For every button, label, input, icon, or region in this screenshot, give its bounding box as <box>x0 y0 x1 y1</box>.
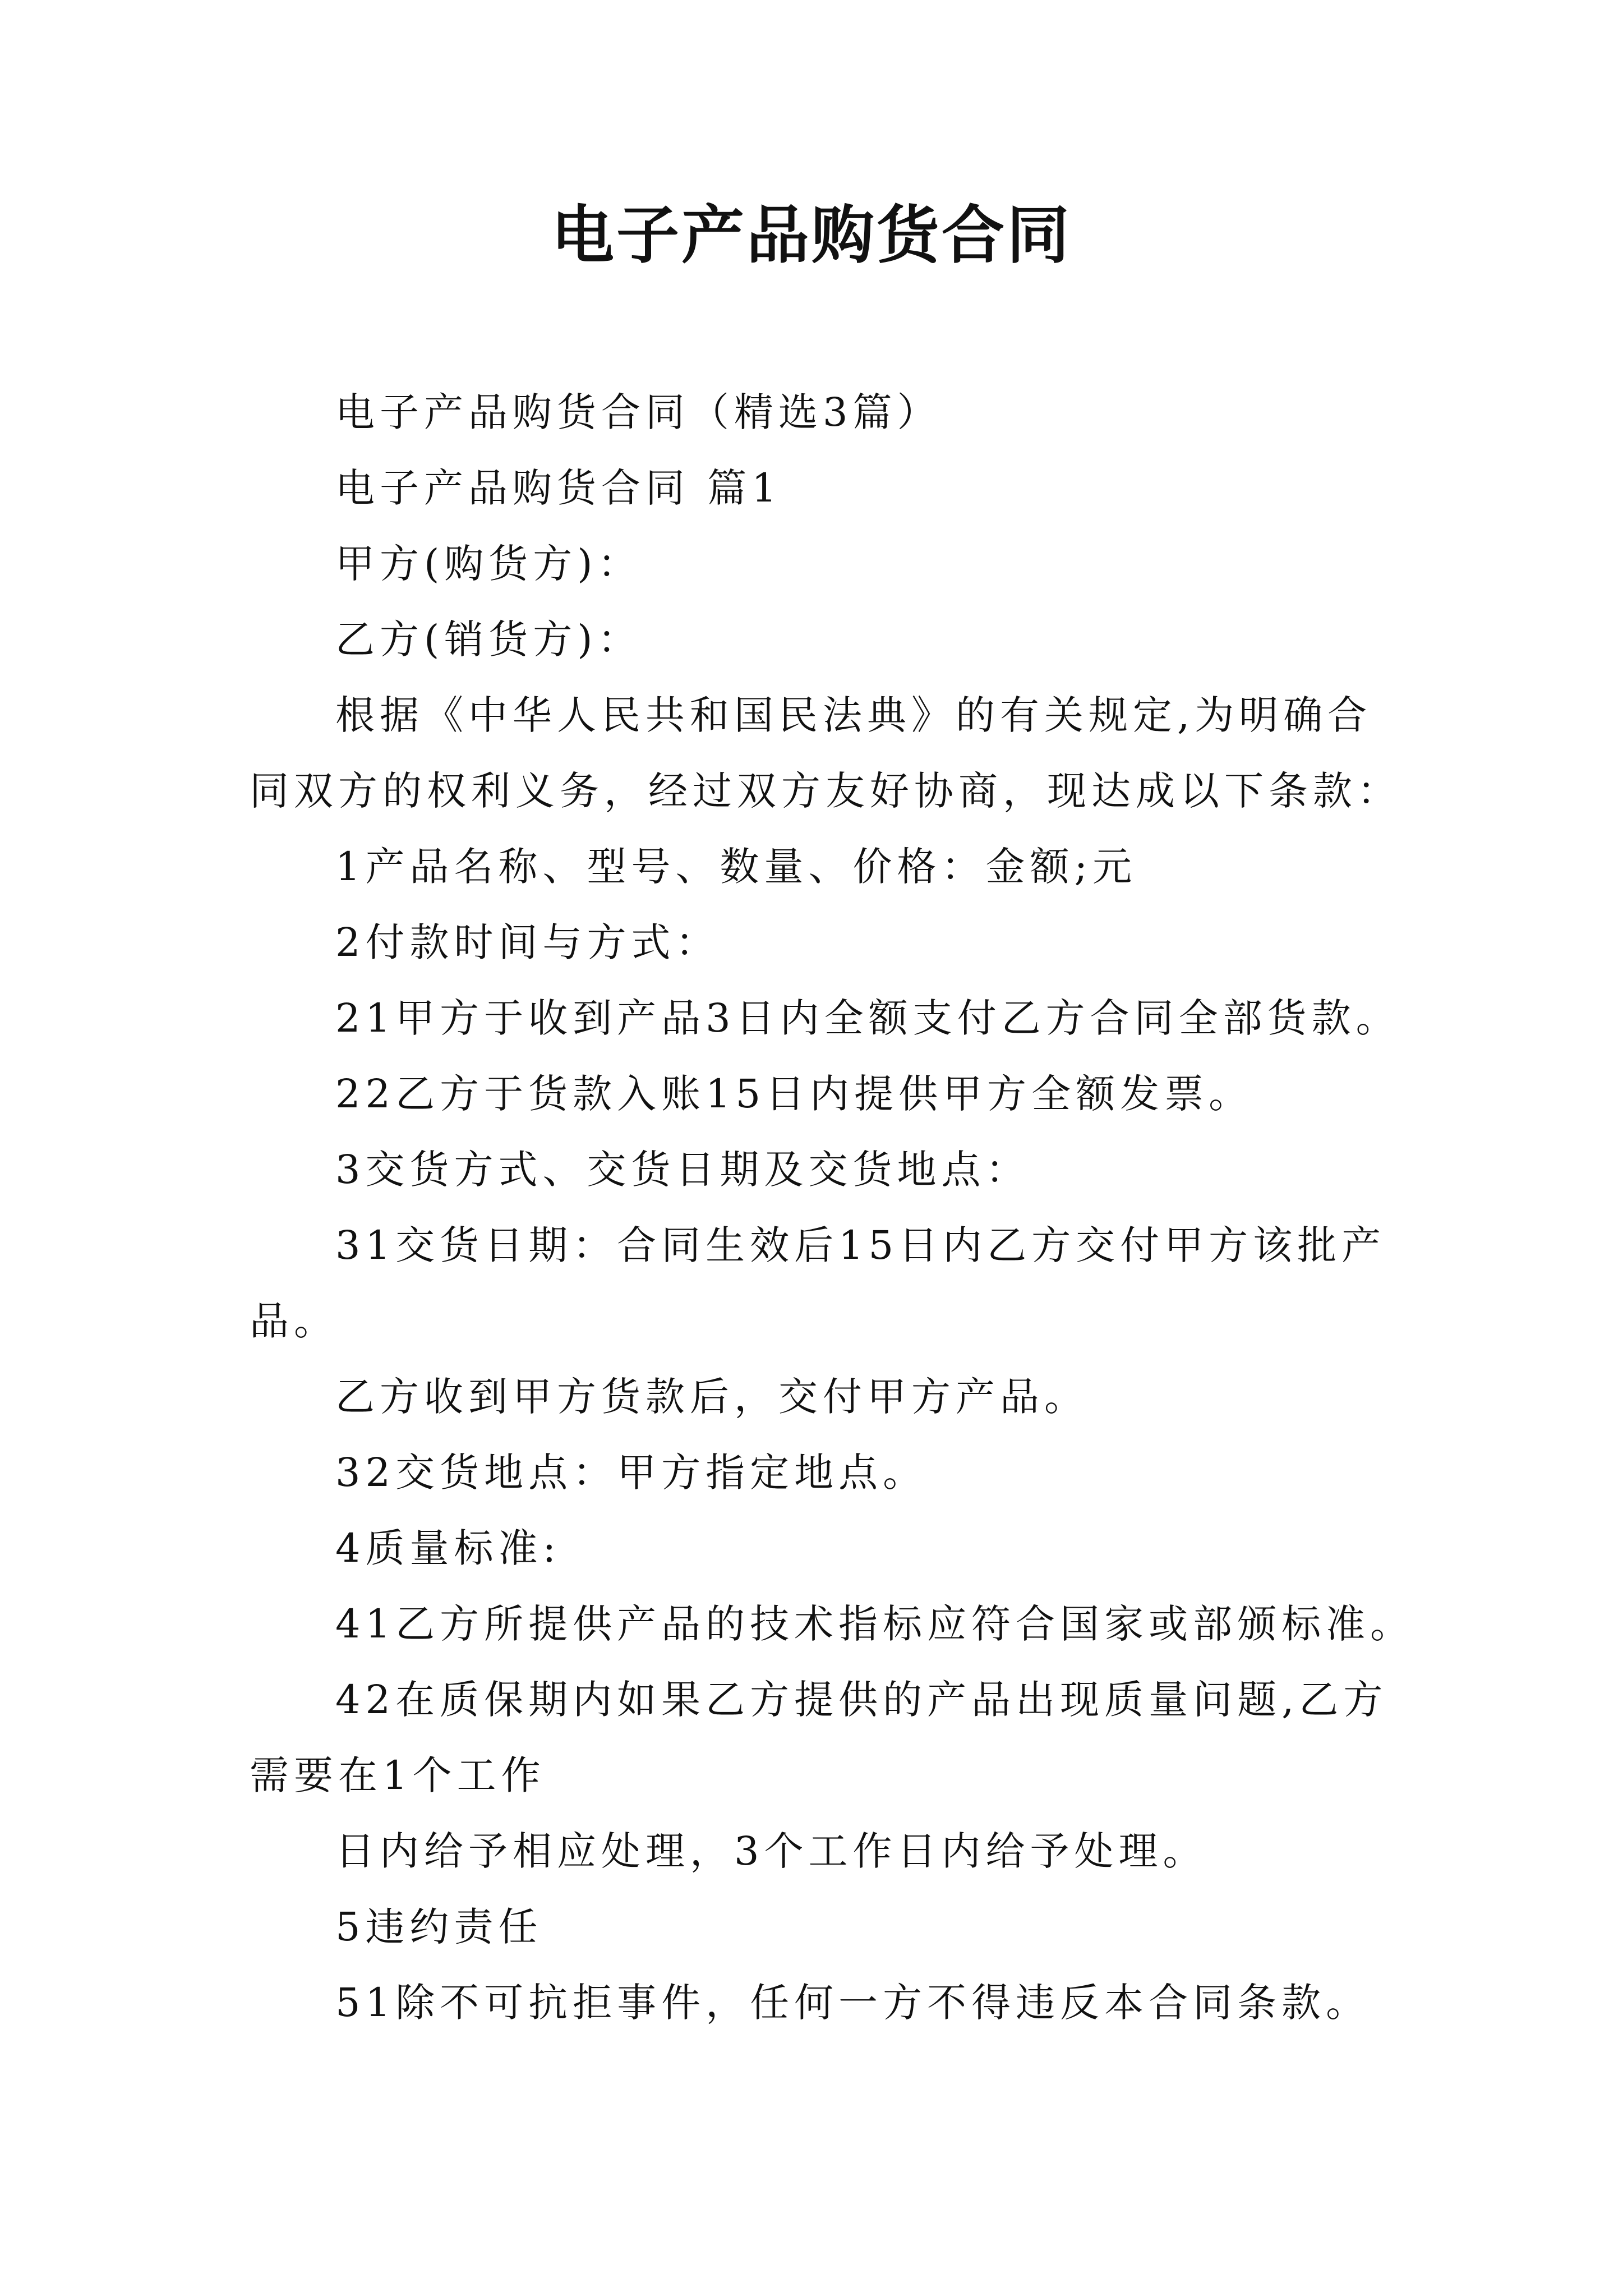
clause-line: 4质量标准: <box>335 1525 561 1571</box>
clause-line: 5违约责任 <box>335 1904 543 1950</box>
party-a-line: 甲方(购货方)： <box>335 541 642 587</box>
clause-line: 乙方收到甲方货款后，交付甲方产品。 <box>335 1374 1089 1420</box>
clause-line: 22乙方于货款入账15日内提供甲方全额发票。 <box>335 1071 1253 1117</box>
clause-line: 42在质保期内如果乙方提供的产品出现质量问题,乙方 <box>335 1677 1388 1723</box>
document-title: 电子产品购货合同 <box>551 199 1072 272</box>
paragraph-line: 根据《中华人民共和国民法典》的有关规定,为明确合 <box>335 692 1372 738</box>
clause-line: 日内给予相应处理，3个工作日内给予处理。 <box>335 1828 1207 1874</box>
paragraph-line: 同双方的权利义务，经过双方友好协商，现达成以下条款： <box>250 768 1401 814</box>
clause-line: 需要在1个工作 <box>250 1752 546 1798</box>
clause-line: 2付款时间与方式： <box>335 919 720 965</box>
clause-line: 品。 <box>250 1298 338 1344</box>
subtitle-line: 电子产品购货合同（精选3篇） <box>335 389 942 435</box>
clause-line: 51除不可抗拒事件，任何一方不得违反本合同条款。 <box>335 1980 1371 2026</box>
party-b-line: 乙方(销货方)： <box>335 616 642 662</box>
clause-line: 1产品名称、型号、数量、价格：金额;元 <box>335 844 1137 890</box>
clause-line: 41乙方所提供产品的技术指标应符合国家或部颁标准。 <box>335 1601 1415 1647</box>
clause-line: 32交货地点：甲方指定地点。 <box>335 1450 928 1496</box>
section-heading: 电子产品购货合同 篇1 <box>335 465 782 511</box>
clause-line: 31交货日期：合同生效后15日内乙方交付甲方该批产 <box>335 1222 1386 1268</box>
clause-line: 21甲方于收到产品3日内全额支付乙方合同全部货款。 <box>335 995 1400 1041</box>
clause-line: 3交货方式、交货日期及交货地点： <box>335 1147 1030 1193</box>
